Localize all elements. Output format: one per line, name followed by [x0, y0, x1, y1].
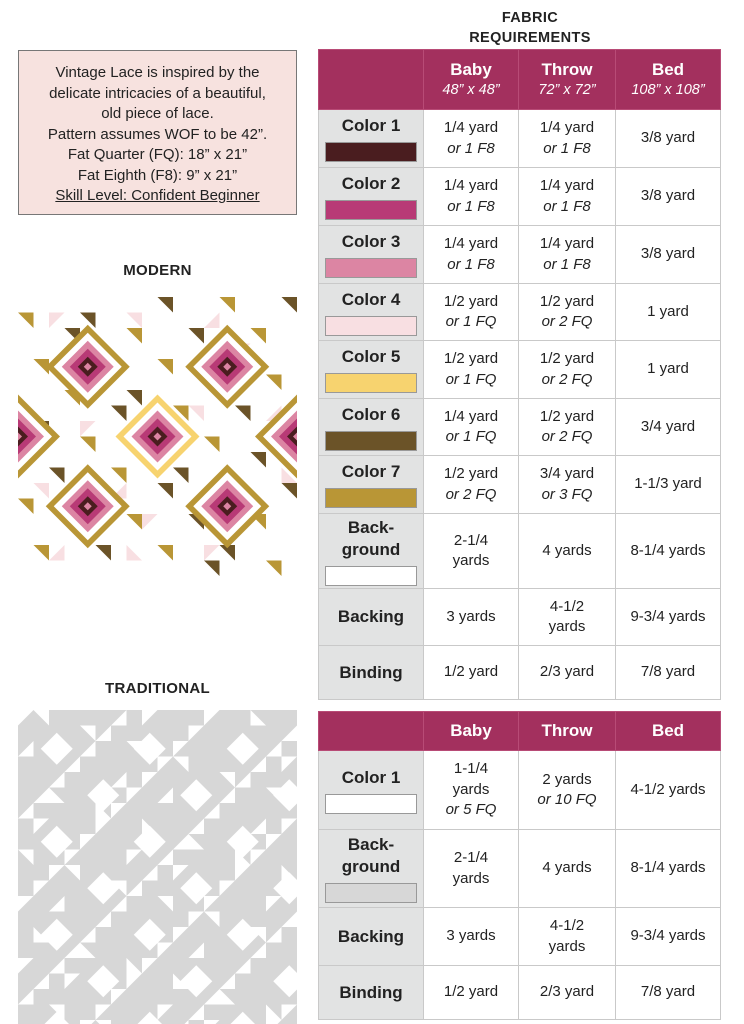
requirement-cell: [424, 908, 519, 966]
row-label-cell: [319, 341, 424, 399]
intro-line: Fat Quarter (FQ): 18” x 21”: [67, 146, 248, 163]
requirement-cell: [519, 226, 616, 284]
requirement-cell: [616, 399, 721, 456]
table-row: [319, 830, 721, 908]
requirement-cell: [424, 341, 519, 399]
requirement-text: 1/4 yard: [443, 235, 499, 252]
quilt-patch: [189, 406, 205, 422]
table-row: [319, 399, 721, 456]
requirement-cell: [616, 751, 721, 830]
requirement-text: 8-1/4 yards: [630, 541, 706, 559]
quilt-patch: [34, 483, 50, 499]
requirement-text: 9-3/4 yards: [630, 607, 706, 625]
traditional-label: TRADITIONAL: [105, 680, 210, 697]
requirement-text: 4 yards: [542, 859, 592, 877]
requirement-cell: [616, 589, 721, 646]
table-row: [319, 226, 721, 284]
requirement-text: 2/3 yard: [539, 983, 595, 1001]
requirement-cell: [616, 456, 721, 514]
requirement-cell: [519, 908, 616, 966]
requirement-text: 3 yards: [446, 927, 496, 945]
requirement-cell: [424, 589, 519, 646]
requirement-cell: [424, 751, 519, 830]
requirement-text: or 1 F8: [543, 197, 591, 215]
requirement-text: or 5 FQ: [445, 801, 497, 819]
requirement-text: 4 yards: [542, 541, 592, 559]
quilt-patch: [158, 359, 174, 375]
quilt-patch: [204, 561, 220, 577]
requirement-cell: [519, 966, 616, 1020]
requirement-cell: [424, 284, 519, 341]
modern-quilt-image: [18, 297, 297, 576]
requirement-text: 2/3 yard: [539, 663, 595, 681]
row-label: Back-: [347, 835, 395, 854]
requirement-text: 1/4 yard: [443, 119, 499, 136]
quilt-patch: [18, 313, 34, 329]
quilt-patch: [173, 468, 189, 484]
requirement-text: 2-1/4: [453, 849, 489, 866]
requirement-text: yards: [452, 552, 490, 569]
requirement-cell: [519, 399, 616, 456]
requirement-text: or 2 FQ: [541, 313, 593, 330]
requirement-cell: [616, 908, 721, 966]
header-baby: Baby 48” x 48”: [424, 50, 519, 110]
requirement-text: or 1 F8: [543, 255, 591, 273]
table-row: [319, 908, 721, 966]
row-label-cell: [319, 966, 424, 1020]
row-label-cell: [319, 168, 424, 226]
table-row: [319, 589, 721, 646]
requirement-text: 1/2 yard: [539, 292, 595, 310]
intro-line: delicate intricacies of a beautiful,: [49, 84, 266, 102]
row-label: Binding: [339, 662, 403, 682]
quilt-patch: [18, 499, 34, 515]
color-swatch: [325, 373, 417, 393]
row-label: Backing: [337, 607, 405, 626]
requirement-text: 3/4 yard: [640, 417, 696, 435]
quilt-patch: [282, 483, 298, 499]
requirement-cell: [519, 514, 616, 589]
modern-label: MODERN: [123, 262, 192, 279]
requirement-text: or 1 F8: [447, 197, 495, 215]
row-label-cell: [319, 514, 424, 589]
quilt-patch: [158, 545, 174, 561]
requirement-cell: [424, 456, 519, 514]
table-row: [319, 966, 721, 1020]
requirement-text: 9-3/4 yards: [630, 927, 706, 945]
row-label-cell: [319, 110, 424, 168]
header-corner: [319, 50, 424, 110]
requirement-text: 1/2 yard: [443, 350, 499, 367]
row-label-cell: [319, 399, 424, 456]
row-label: Back-: [347, 517, 395, 537]
requirement-text: or 2 FQ: [445, 485, 497, 503]
requirement-text: 1 yard: [647, 302, 689, 320]
quilt-patch: [266, 561, 282, 577]
requirement-cell: [616, 514, 721, 589]
quilt-patch: [127, 328, 143, 344]
row-label-cell: [319, 830, 424, 908]
requirement-text: or 3 FQ: [541, 485, 593, 503]
quilt-patch: [282, 297, 298, 313]
row-label-cell: [319, 226, 424, 284]
color-swatch: [325, 316, 417, 336]
quilt-patch: [80, 437, 96, 453]
requirement-cell: [519, 456, 616, 514]
row-label: Color 1: [341, 767, 401, 787]
requirement-cell: [424, 514, 519, 589]
quilt-patch: [111, 406, 127, 422]
requirement-cell: [616, 110, 721, 168]
requirement-cell: [424, 110, 519, 168]
requirement-text: yards: [548, 937, 586, 955]
row-label-cell: [319, 456, 424, 514]
requirement-text: 7/8 yard: [640, 663, 696, 681]
color-swatch: [325, 566, 417, 586]
header-baby: Baby: [424, 712, 519, 751]
requirement-text: 3 yards: [446, 607, 496, 625]
requirement-cell: [519, 168, 616, 226]
quilt-patch: [127, 545, 143, 561]
requirement-text: 1/4 yard: [443, 177, 499, 194]
row-label: Color 5: [341, 347, 401, 366]
quilt-patch: [158, 483, 174, 499]
row-label: ground: [341, 857, 401, 876]
requirement-cell: [616, 341, 721, 399]
requirement-cell: [424, 226, 519, 284]
intro-line: Vintage Lace is inspired by the: [55, 64, 260, 81]
row-label: Color 1: [341, 116, 401, 135]
row-label-cell: [319, 908, 424, 966]
requirement-text: 1/2 yard: [443, 983, 499, 1001]
requirement-cell: [519, 341, 616, 399]
title-line: REQUIREMENTS: [469, 30, 591, 46]
requirement-text: 1/4 yard: [539, 119, 595, 136]
modern-requirements-table: [318, 49, 721, 700]
table-row: [319, 646, 721, 700]
requirement-text: or 1 F8: [543, 139, 591, 157]
row-label: Binding: [339, 982, 403, 1002]
requirement-cell: [616, 168, 721, 226]
quilt-patch: [158, 297, 174, 313]
requirement-text: or 1 FQ: [445, 370, 497, 388]
requirement-text: 2-1/4: [453, 531, 489, 549]
quilt-patch: [189, 328, 205, 344]
requirement-text: 8-1/4 yards: [630, 859, 706, 877]
skill-level: Skill Level: Confident Beginner: [55, 187, 260, 204]
intro-line: Pattern assumes WOF to be 42”.: [47, 125, 268, 143]
requirement-text: 1/2 yard: [539, 407, 595, 425]
header-throw: Throw 72” x 72”: [519, 50, 616, 110]
requirement-text: 1 yard: [647, 360, 689, 378]
row-label: Color 6: [341, 404, 401, 424]
requirement-text: or 2 FQ: [541, 370, 593, 388]
row-label: ground: [341, 539, 401, 559]
quilt-patch: [251, 452, 267, 468]
quilt-patch: [49, 313, 65, 329]
quilt-patch: [142, 514, 158, 530]
requirement-text: or 1 F8: [447, 139, 495, 157]
requirement-text: or 2 FQ: [541, 428, 593, 445]
quilt-patch: [49, 545, 65, 561]
row-label-cell: [319, 646, 424, 700]
color-swatch: [325, 794, 417, 814]
header-corner: [319, 712, 424, 751]
requirement-text: or 1 FQ: [445, 313, 497, 330]
row-label: Backing: [337, 926, 405, 946]
row-label-cell: [319, 751, 424, 830]
requirement-text: 1/4 yard: [443, 407, 499, 425]
requirement-text: 3/8 yard: [640, 187, 696, 205]
header-bed: Bed 108” x 108”: [616, 50, 721, 110]
requirement-text: 3/8 yard: [640, 129, 696, 147]
requirement-cell: [424, 399, 519, 456]
intro-line: old piece of lace.: [101, 105, 214, 122]
requirement-text: or 1 F8: [447, 255, 495, 273]
requirement-text: yards: [452, 780, 490, 798]
table-row: [319, 284, 721, 341]
header-throw: Throw: [519, 712, 616, 751]
row-label: Color 4: [341, 289, 401, 309]
requirement-cell: [519, 830, 616, 908]
requirement-cell: [616, 830, 721, 908]
requirement-text: 4-1/2: [549, 917, 585, 934]
requirement-cell: [519, 646, 616, 700]
row-label-cell: [319, 284, 424, 341]
requirement-text: yards: [548, 618, 586, 635]
requirement-cell: [616, 226, 721, 284]
color-swatch: [325, 200, 417, 220]
requirement-cell: [519, 110, 616, 168]
requirement-text: 1-1/3 yard: [634, 475, 702, 493]
requirement-cell: [424, 830, 519, 908]
table-row: [319, 514, 721, 589]
requirement-text: 3/8 yard: [640, 245, 696, 263]
quilt-patch: [127, 313, 143, 329]
table-row: [319, 168, 721, 226]
row-label-cell: [319, 589, 424, 646]
requirement-text: 1/2 yard: [539, 350, 595, 367]
row-label: Color 2: [341, 174, 401, 193]
requirement-text: or 1 FQ: [445, 428, 497, 445]
requirement-text: 3/4 yard: [539, 465, 595, 482]
color-swatch: [325, 431, 417, 451]
color-swatch: [325, 258, 417, 278]
table-row: [319, 341, 721, 399]
quilt-patch: [80, 421, 96, 437]
quilt-patch: [49, 468, 65, 484]
table-row: [319, 751, 721, 830]
title-line: FABRIC: [501, 10, 559, 26]
intro-line: Fat Eighth (F8): 9” x 21”: [77, 166, 238, 184]
quilt-patch: [127, 390, 143, 406]
color-swatch: [325, 883, 417, 903]
quilt-patch: [204, 545, 220, 561]
quilt-patch: [127, 514, 143, 530]
quilt-patch: [96, 545, 112, 561]
fabric-requirements-title: [430, 8, 630, 48]
requirement-text: or 10 FQ: [537, 791, 597, 808]
requirement-cell: [519, 284, 616, 341]
quilt-patch: [251, 328, 267, 344]
requirement-text: yards: [452, 869, 490, 887]
quilt-patch: [111, 468, 127, 484]
requirement-text: 1/2 yard: [443, 292, 499, 310]
requirement-cell: [616, 284, 721, 341]
color-swatch: [325, 488, 417, 508]
header-bed: Bed: [616, 712, 721, 751]
quilt-patch: [235, 406, 251, 422]
requirement-cell: [519, 751, 616, 830]
pattern-intro-box: [18, 50, 297, 215]
requirement-cell: [616, 966, 721, 1020]
requirement-text: 1/4 yard: [539, 177, 595, 194]
requirement-text: 1/4 yard: [539, 235, 595, 252]
quilt-patch: [266, 375, 282, 391]
traditional-requirements-table: [318, 711, 721, 1020]
requirement-cell: [616, 646, 721, 700]
requirement-text: 7/8 yard: [640, 983, 696, 1001]
requirement-cell: [424, 966, 519, 1020]
quilt-patch: [220, 297, 236, 313]
traditional-quilt-image: [18, 710, 297, 1024]
requirement-text: 1-1/4: [453, 760, 489, 778]
requirement-text: 1/2 yard: [443, 465, 499, 482]
requirement-cell: [519, 589, 616, 646]
requirement-text: 2 yards: [542, 770, 592, 788]
color-swatch: [325, 142, 417, 162]
table-row: [319, 110, 721, 168]
table-row: [319, 456, 721, 514]
requirement-text: 4-1/2 yards: [630, 780, 706, 798]
requirement-cell: [424, 646, 519, 700]
quilt-patch: [204, 313, 220, 329]
quilt-patch: [204, 437, 220, 453]
row-label: Color 7: [341, 462, 401, 481]
requirement-text: 4-1/2: [549, 597, 585, 615]
quilt-patch: [34, 545, 50, 561]
row-label: Color 3: [341, 232, 401, 251]
requirement-cell: [424, 168, 519, 226]
requirement-text: 1/2 yard: [443, 663, 499, 681]
